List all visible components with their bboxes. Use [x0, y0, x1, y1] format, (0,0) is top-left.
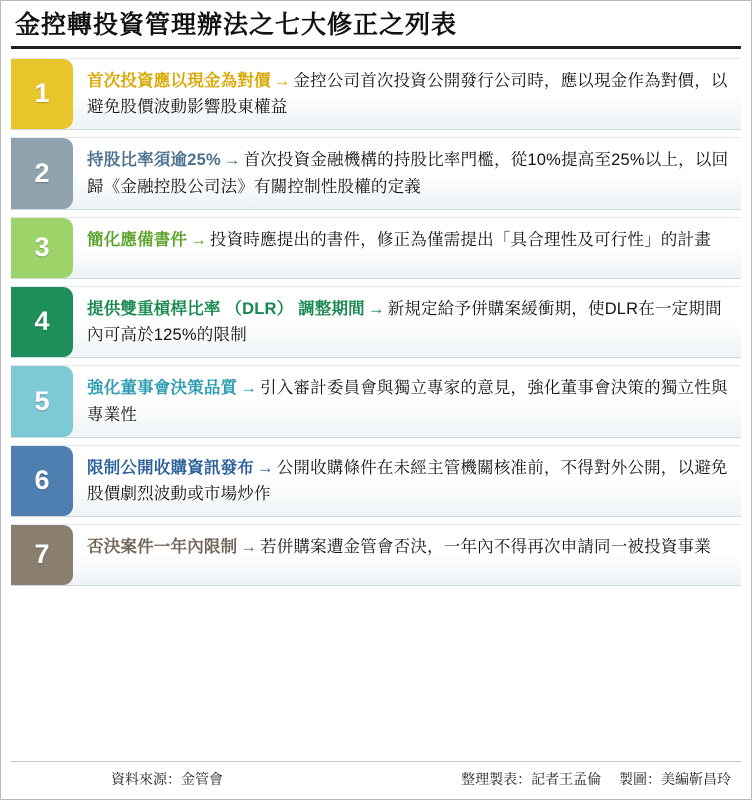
item-number-badge: 5: [11, 366, 73, 436]
item-lead: 否決案件一年內限制: [87, 537, 238, 556]
items-list: [11, 58, 741, 586]
list-item: [11, 137, 741, 209]
item-body: [73, 287, 741, 357]
arrow-icon: →: [257, 458, 274, 477]
page-title: 金控轉投資管理辦法之七大修正之列表: [15, 11, 458, 39]
item-number-badge: 1: [11, 59, 73, 129]
footer-compiled-by: 整理製表：記者王孟倫: [461, 771, 602, 787]
item-number-badge: 4: [11, 287, 73, 357]
arrow-icon: →: [240, 537, 258, 556]
item-text: 若併購案遭金管會否決，一年內不得再次申請同一被投資事業: [260, 537, 711, 556]
arrow-icon: →: [273, 71, 291, 90]
item-lead: 持股比率須逾25%: [87, 151, 221, 170]
item-text: 投資時應提出的書件，修正為僅需提出「具合理性及可行性」的計畫: [209, 230, 711, 249]
item-number-badge: 6: [11, 446, 73, 516]
item-body: [73, 446, 741, 516]
list-item: [11, 445, 741, 517]
footer-source: 資料來源：金管會: [111, 771, 223, 787]
list-item: [11, 217, 741, 279]
item-text: 新規定給予併購案緩衝期，使DLR在一定期間內可高於125%的限制: [87, 299, 722, 345]
item-lead: 強化董事會決策品質: [87, 379, 238, 398]
item-text: 金控公司首次投資公開發行公司時，應以現金作為對價，以避免股價波動影響股東權益: [87, 71, 728, 117]
item-number-badge: 7: [11, 525, 73, 585]
item-body: [73, 59, 741, 129]
list-item: [11, 365, 741, 437]
item-number-badge: 3: [11, 218, 73, 278]
item-number-badge: 2: [11, 138, 73, 208]
footer-credits: [447, 769, 741, 789]
item-lead: 提供雙重槓桿比率 （DLR） 調整期間: [87, 299, 365, 318]
arrow-icon: →: [190, 230, 207, 249]
item-text: 首次投資金融機構的持股比率門檻，從10%提高至25%以上，以回歸《金融控股公司法》有關控制性股權的定義: [87, 151, 729, 196]
item-lead: 首次投資應以現金為對價: [87, 71, 271, 90]
list-item: [11, 524, 741, 586]
arrow-icon: →: [223, 151, 241, 170]
item-body: [73, 218, 741, 278]
footer-graphic-by: 製圖：美編靳昌玲: [619, 771, 731, 787]
arrow-icon: →: [240, 379, 258, 398]
title-section: [11, 9, 741, 49]
item-body: [73, 138, 741, 208]
footer: [11, 761, 741, 789]
list-item: [11, 58, 741, 130]
list-item: [11, 286, 741, 358]
item-lead: 限制公開收購資訊發布: [87, 458, 254, 477]
item-body: [73, 525, 741, 585]
item-body: [73, 366, 741, 436]
arrow-icon: →: [367, 299, 385, 318]
item-text: 公開收購條件在未經主管機關核准前，不得對外公開，以避免股價劇烈波動或市場炒作: [87, 458, 728, 504]
item-text: 引入審計委員會與獨立專家的意見，強化董事會決策的獨立性與專業性: [87, 379, 728, 424]
item-lead: 簡化應備書件: [87, 230, 188, 249]
